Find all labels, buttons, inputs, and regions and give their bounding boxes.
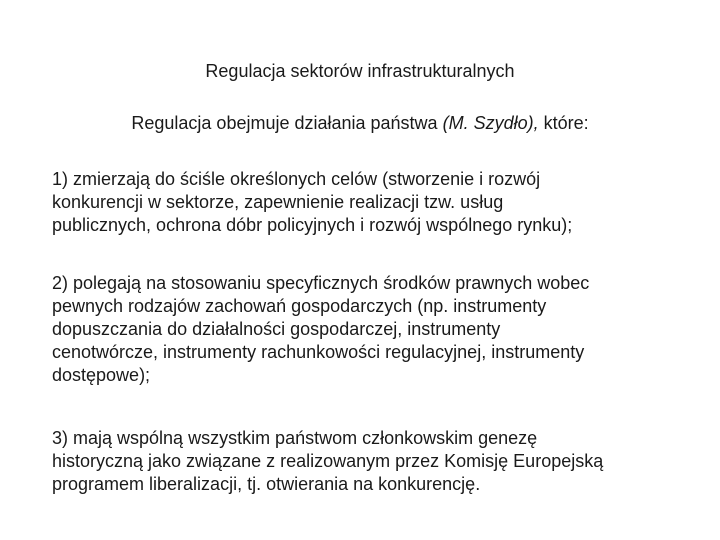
- point-3-line-1: 3) mają wspólną wszystkim państwom członkowskim genezę: [52, 428, 538, 448]
- point-2-line-2: pewnych rodzajów zachowań gospodarczych (np. instrumenty: [52, 296, 547, 316]
- point-1-line-3: publicznych, ochrona dóbr policyjnych i rozwój wspólnego rynku);: [52, 215, 573, 235]
- intro-text: [0, 110, 720, 136]
- point-2-line-5: dostępowe);: [52, 365, 151, 385]
- intro-citation: (M. Szydło),: [442, 113, 539, 133]
- point-1-line-2: konkurencji w sektorze, zapewnienie realizacji tzw. usług: [52, 192, 504, 212]
- point-3: [52, 427, 682, 496]
- intro-text-before: Regulacja obejmuje działania państwa: [131, 113, 443, 133]
- slide-title: Regulacja sektorów infrastrukturalnych: [205, 61, 515, 81]
- point-1-line-1: 1) zmierzają do ściśle określonych celów (stworzenie i rozwój: [52, 169, 541, 189]
- point-2-line-3: dopuszczania do działalności gospodarczej, instrumenty: [52, 319, 501, 339]
- point-2-line-4: cenotwórcze, instrumenty rachunkowości regulacyjnej, instrumenty: [52, 342, 585, 362]
- point-2: [52, 272, 682, 387]
- point-3-line-3: programem liberalizacji, tj. otwierania na konkurencję.: [52, 474, 481, 494]
- point-2-line-1: 2) polegają na stosowaniu specyficznych środków prawnych wobec: [52, 273, 590, 293]
- intro-text-after: które:: [538, 113, 589, 133]
- point-1: [52, 168, 682, 237]
- point-3-line-2: historyczną jako związane z realizowanym przez Komisję Europejską: [52, 451, 604, 471]
